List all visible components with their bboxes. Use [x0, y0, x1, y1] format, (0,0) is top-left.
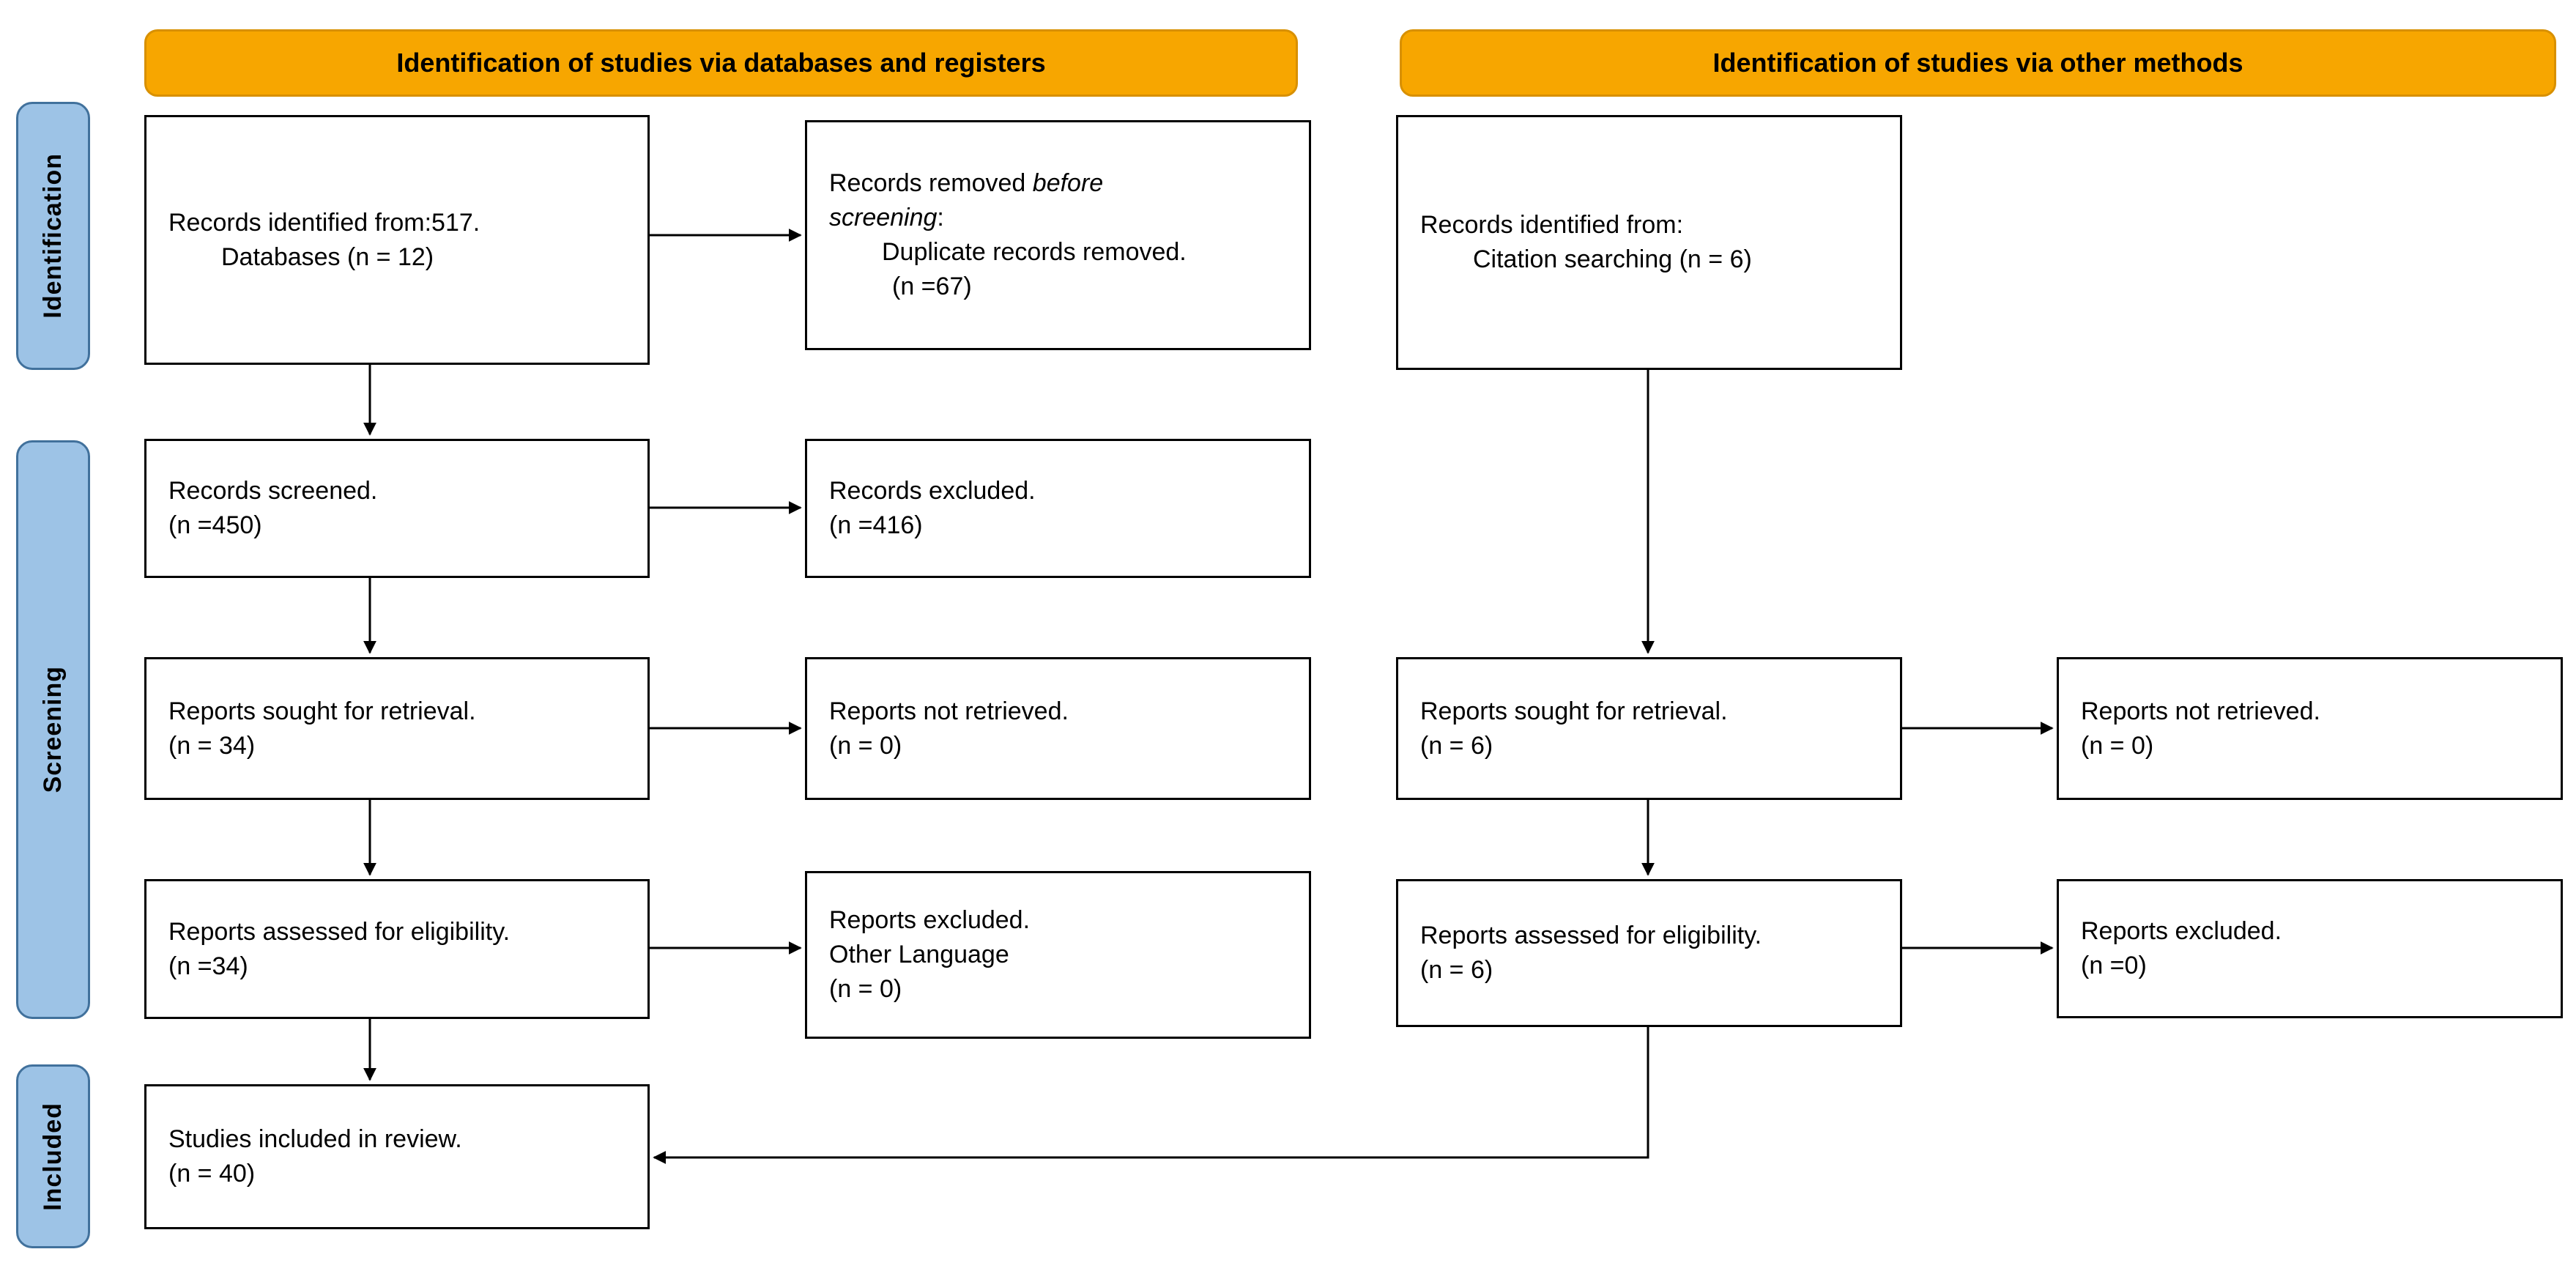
stage-label-screening: [16, 440, 90, 1019]
box-text-line: Other Language: [829, 941, 1009, 969]
box-text-line: Records screened.: [168, 477, 378, 505]
box-text-line: Reports excluded.: [829, 906, 1031, 935]
box-text-line: (n = 6): [1420, 956, 1493, 984]
box-text-line: Reports sought for retrieval.: [1420, 697, 1728, 725]
removed-text-prefix: Records removed: [829, 169, 1033, 198]
stage-label-identification: [16, 102, 90, 370]
box-text-line: Databases (n = 12): [221, 242, 434, 271]
stage-label-screening-text: Screening: [39, 666, 67, 793]
banner-databases-registers: Identification of studies via databases and registers: [144, 29, 1298, 97]
box-text-line: Records identified from:517.: [168, 208, 480, 237]
box-records-removed: [805, 120, 1311, 350]
box-text-line: [829, 201, 1287, 235]
box-reports-not-retrieved-db: [805, 657, 1311, 800]
box-text-line: Duplicate records removed.: [882, 238, 1187, 266]
box-text-line: (n =416): [829, 511, 923, 539]
box-text-line: Reports not retrieved.: [829, 697, 1069, 725]
box-reports-not-retrieved-other: [2057, 657, 2563, 800]
box-reports-sought-other: [1396, 657, 1902, 800]
box-text-line: (n = 0): [829, 974, 902, 1003]
box-reports-excluded-db: [805, 871, 1311, 1039]
box-text-line: (n = 0): [2081, 731, 2154, 760]
box-text-line: Reports not retrieved.: [2081, 697, 2320, 725]
box-reports-assessed-other: [1396, 879, 1902, 1027]
removed-text-italic-1: before: [1032, 169, 1104, 198]
box-text-line: Records excluded.: [829, 477, 1036, 505]
box-records-identified-db: [144, 115, 650, 365]
box-records-identified-other: [1396, 115, 1902, 370]
box-text-line: (n =67): [892, 272, 972, 300]
box-text-line: Reports sought for retrieval.: [168, 697, 476, 725]
box-reports-sought-db: [144, 657, 650, 800]
box-text-line: Reports assessed for eligibility.: [1420, 922, 1762, 950]
box-text-line: Citation searching (n = 6): [1473, 245, 1752, 273]
banner-other-methods: Identification of studies via other methods: [1400, 29, 2556, 97]
box-text-line: Studies included in review.: [168, 1125, 462, 1154]
box-text-line: (n =0): [2081, 952, 2147, 979]
removed-text-suffix: :: [937, 204, 944, 232]
box-reports-assessed-db: [144, 879, 650, 1019]
box-text-line: Reports assessed for eligibility.: [168, 917, 511, 946]
box-text-line: (n = 34): [168, 731, 256, 760]
box-records-excluded: [805, 439, 1311, 578]
arrow-other-assessed-to-included: [654, 1027, 1648, 1157]
box-records-screened: [144, 439, 650, 578]
box-text-line: [829, 166, 1287, 201]
box-reports-excluded-other: [2057, 879, 2563, 1018]
box-text-line: (n = 6): [1420, 731, 1493, 760]
stage-label-included: [16, 1064, 90, 1248]
box-text-line: (n = 40): [168, 1160, 256, 1187]
box-text-line: (n = 0): [829, 731, 902, 760]
box-text-line: Records identified from:: [1420, 211, 1684, 240]
box-studies-included: [144, 1084, 650, 1229]
removed-text-italic-2: screening: [829, 204, 938, 232]
box-text-line: (n =34): [168, 952, 248, 980]
stage-label-included-text: Included: [39, 1102, 67, 1211]
box-text-line: Reports excluded.: [2081, 917, 2282, 946]
stage-label-identification-text: Identification: [39, 153, 67, 319]
box-text-line: (n =450): [168, 511, 262, 539]
